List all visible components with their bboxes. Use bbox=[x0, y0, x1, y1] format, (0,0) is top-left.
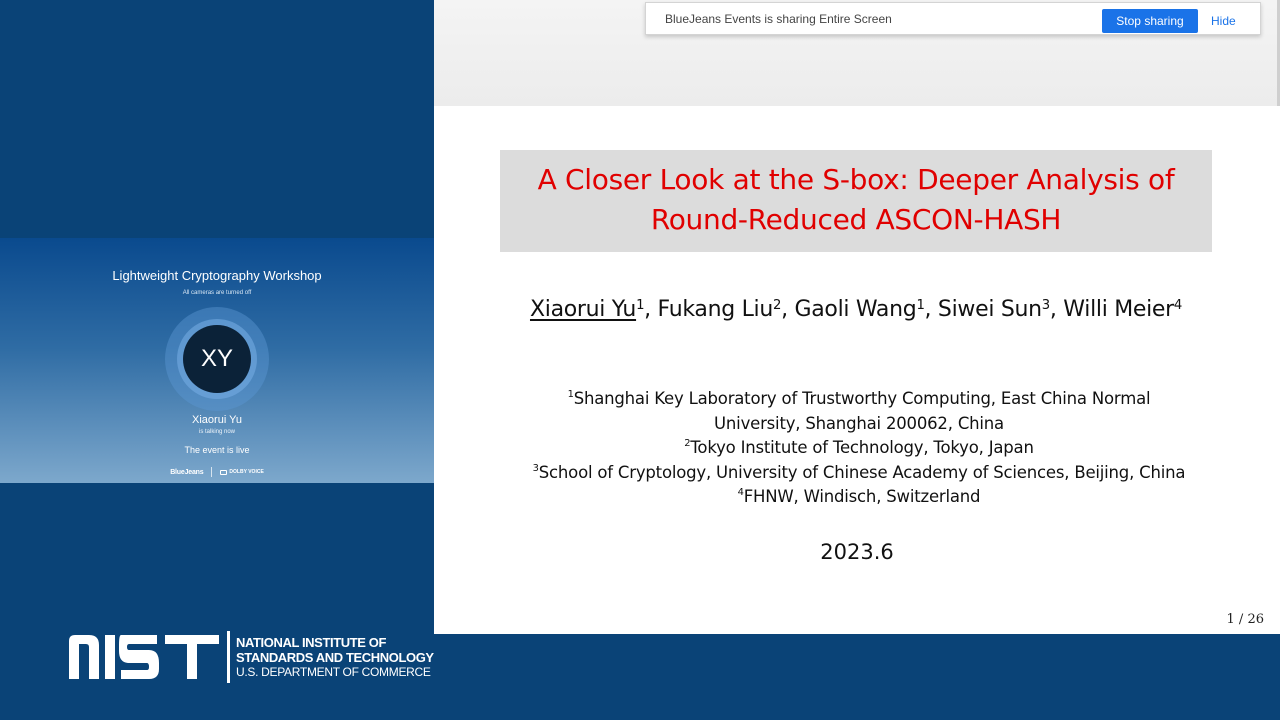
live-status: The event is live bbox=[184, 445, 250, 455]
nist-text: NATIONAL INSTITUTE OF STANDARDS AND TECHNOLOGY U.S. DEPARTMENT OF COMMERCE bbox=[236, 634, 434, 679]
shared-screen bbox=[434, 0, 1280, 634]
speaker-name: Xiaorui Yu bbox=[192, 414, 242, 426]
author-name: Xiaorui Yu bbox=[529, 297, 637, 322]
dolby-voice-logo: DOLBY VOICE bbox=[220, 469, 263, 475]
speaker-status: is talking now bbox=[198, 429, 236, 435]
avatar-ring bbox=[165, 307, 269, 411]
slide-authors: Xiaorui Yu$^1$, Fukang Liu$^2$, Gaoli Wang$^1$, Siwei Sun$^3$, Willi Meier$^4$ bbox=[529, 297, 1182, 322]
screen-share-notification bbox=[645, 2, 1261, 35]
nist-logo bbox=[69, 629, 434, 685]
share-message: BlueJeans Events is sharing Entire Screen bbox=[665, 12, 892, 26]
slide-title: A Closer Look at the S-box: Deeper Analysis of Round-Reduced ASCON-HASH bbox=[500, 150, 1212, 252]
nist-divider bbox=[227, 631, 230, 683]
author-name: Gaoli Wang bbox=[794, 297, 917, 322]
affiliation-item: $^2$Tokyo Institute of Technology, Tokyo, Japan bbox=[684, 438, 1034, 457]
affiliation-item: $^3$School of Cryptology, University of Chinese Academy of Sciences, Beijing, China bbox=[532, 462, 1186, 482]
slide-date: 2023.6 bbox=[820, 540, 894, 564]
shared-screen-header bbox=[434, 0, 1280, 106]
author-name: Willi Meier bbox=[1063, 297, 1174, 322]
author-name: Fukang Liu bbox=[657, 297, 773, 322]
bluejeans-logo: BlueJeans bbox=[170, 468, 204, 476]
video-panel bbox=[0, 238, 434, 483]
cameras-status: All cameras are turned off bbox=[182, 290, 252, 296]
affiliation-item: $^1$Shanghai Key Laboratory of Trustworthy Computing, East China Normal bbox=[567, 389, 1151, 408]
stop-sharing-button[interactable]: Stop sharing bbox=[1102, 9, 1198, 33]
affiliation-item: $^4$FHNW, Windisch, Switzerland bbox=[737, 487, 981, 506]
slide-page-indicator: 1 / 26 bbox=[1226, 612, 1264, 627]
nist-wordmark-icon bbox=[69, 635, 221, 679]
author-name: Siwei Sun bbox=[937, 297, 1042, 322]
event-title: Lightweight Cryptography Workshop bbox=[112, 268, 322, 283]
hide-link[interactable]: Hide bbox=[1211, 14, 1236, 28]
avatar: XY bbox=[183, 325, 251, 393]
dolby-icon bbox=[220, 470, 227, 475]
affiliation-item-cont: University, Shanghai 200062, China bbox=[714, 413, 1004, 433]
logo-divider bbox=[211, 467, 212, 477]
brand-logos bbox=[0, 467, 434, 477]
slide-affiliations bbox=[474, 387, 1244, 510]
